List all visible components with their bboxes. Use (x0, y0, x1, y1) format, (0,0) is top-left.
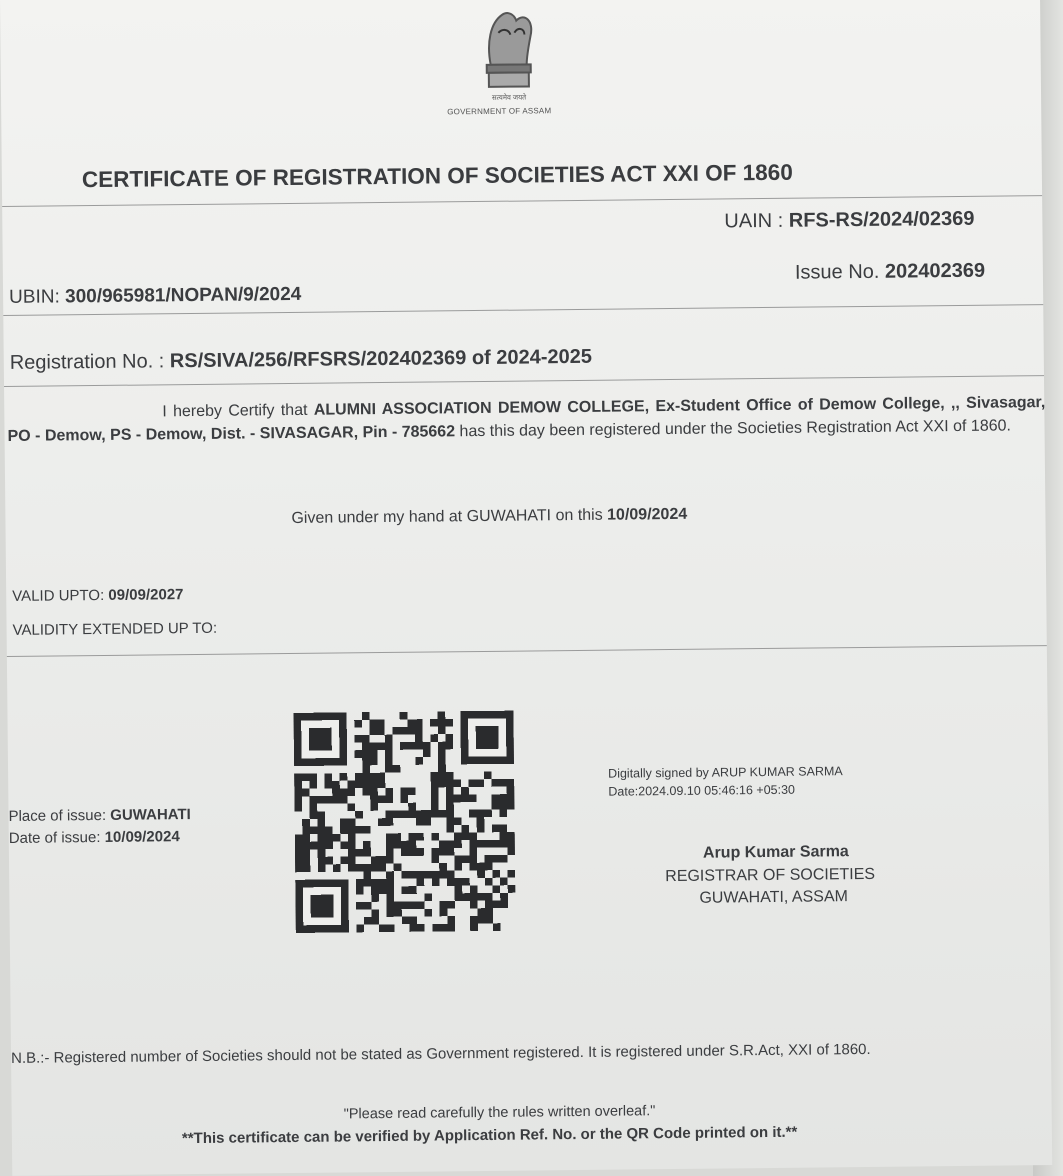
validity-extended-label: VALIDITY EXTENDED UP TO: (12, 619, 218, 639)
place-of-issue-value: GUWAHATI (110, 806, 191, 824)
nb-note: N.B.:- Registered number of Societies should not be stated as Government registered. It is registered under S.R.Act, XXI of 1860. (10, 1040, 871, 1067)
valid-upto-label: VALID UPTO: (12, 586, 109, 605)
issue-number-line (795, 260, 985, 285)
issue-number-label: Issue No. (794, 260, 886, 284)
registrar-name: Arup Kumar Sarma (702, 843, 849, 862)
government-label: GOVERNMENT OF ASSAM (447, 106, 552, 117)
emblem-caption: सत्यमेव जयते (491, 94, 527, 102)
valid-upto-line (12, 586, 183, 605)
digital-signature-date: Date:2024.09.10 05:46:16 +05:30 (608, 782, 796, 799)
date-of-issue-line (9, 828, 180, 847)
divider (4, 375, 1044, 387)
given-line (291, 506, 687, 528)
given-text: Given under my hand at GUWAHATI on this (291, 506, 608, 527)
certification-paragraph (7, 391, 1045, 448)
place-of-issue-line (8, 806, 190, 825)
uain-line (724, 208, 974, 234)
valid-upto-value: 09/09/2027 (108, 586, 184, 604)
certify-tail: has this day been registered under the Societies Registration Act XXI of 1860. (454, 417, 1012, 441)
ubin-line (9, 284, 301, 309)
certificate-title: CERTIFICATE OF REGISTRATION OF SOCIETIES ACT XXI OF 1860 (81, 159, 793, 193)
verification-note: **This certificate can be verified by Application Ref. No. or the QR Code printed on it.** (181, 1123, 798, 1148)
date-of-issue-value: 10/09/2024 (104, 828, 180, 846)
divider (2, 195, 1042, 207)
place-of-issue-label: Place of issue: (8, 806, 111, 825)
registration-line (10, 346, 592, 375)
given-date: 10/09/2024 (607, 505, 688, 524)
uain-label: UAIN : (724, 209, 789, 233)
qr-code-icon[interactable] (293, 710, 515, 934)
society-details: ALUMNI ASSOCIATION DEMOW COLLEGE, Ex-Student Office of Demow College, ,, Sivasagar, PO - Demow, PS - Demow, Dist. - SIVASAGAR, Pin - 785662 (7, 394, 1046, 445)
registrar-place: GUWAHATI, ASSAM (699, 888, 848, 907)
digital-signature-name: Digitally signed by ARUP KUMAR SARMA (608, 764, 843, 781)
divider (7, 645, 1047, 657)
national-emblem-icon (468, 2, 549, 103)
issue-number-value: 202402369 (884, 259, 986, 283)
date-of-issue-label: Date of issue: (8, 828, 105, 847)
ubin-value: 300/965981/NOPAN/9/2024 (64, 283, 302, 308)
registration-value: RS/SIVA/256/RFSRS/202402369 of 2024-2025 (169, 345, 593, 373)
registration-label: Registration No. : (9, 350, 170, 374)
read-overleaf-note: "Please read carefully the rules written overleaf." (343, 1103, 656, 1123)
ubin-label: UBIN: (9, 286, 66, 308)
registrar-designation: REGISTRAR OF SOCIETIES (665, 865, 876, 886)
certify-lead: I hereby Certify that (162, 401, 314, 421)
uain-value: RFS-RS/2024/02369 (788, 207, 975, 232)
